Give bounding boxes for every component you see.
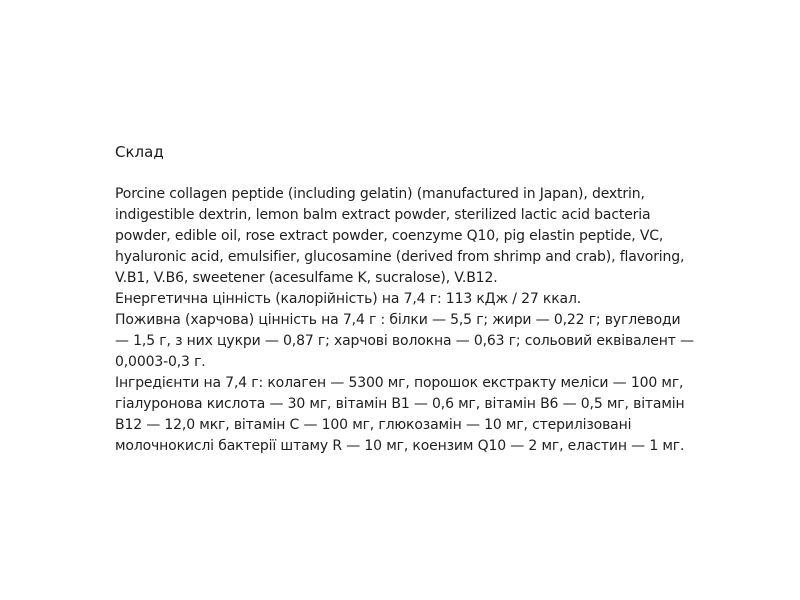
ingredients-per-serving-paragraph: Інгредієнти на 7,4 г: колаген — 5300 мг, порошок екстракту меліси — 100 мг, гіалуронова кислота — 30 мг, вітамін B1 — 0,6 мг, вітамін B6 — 0,5 мг, вітамін B12 — 12,0 мкг, вітамін C — 100 мг, глюкозамін — 10 мг, стерилізовані молочнокислі бактерії штаму R — 10 мг, коензим Q10 — 2 мг, еластин — 1 мг. bbox=[115, 375, 685, 454]
nutrition-value-paragraph: Поживна (харчова) цінність на 7,4 г : білки — 5,5 г; жири — 0,22 г; вуглеводи — 1,5 г, з них цукри — 0,87 г; харчові волокна — 0,63 г; сольовий еквівалент — 0,0003-0,3 г. bbox=[115, 312, 694, 370]
composition-text bbox=[115, 184, 695, 457]
section-title: Склад bbox=[115, 143, 164, 161]
energy-value-paragraph: Енергетична цінність (калорійність) на 7,4 г: 113 кДж / 27 ккал. bbox=[115, 291, 582, 307]
ingredients-paragraph: Porcine collagen peptide (including gelatin) (manufactured in Japan), dextrin, indigestible dextrin, lemon balm extract powder, sterilized lactic acid bacteria powder, edible oil, rose extract powder, coenzyme Q10, pig elastin peptide, VC, hyaluronic acid, emulsifier, glucosamine (derived from shrimp and crab), flavoring, V.B1, V.B6, sweetener (acesulfame K, sucralose), V.B12. bbox=[115, 186, 685, 286]
composition-section bbox=[115, 142, 695, 457]
